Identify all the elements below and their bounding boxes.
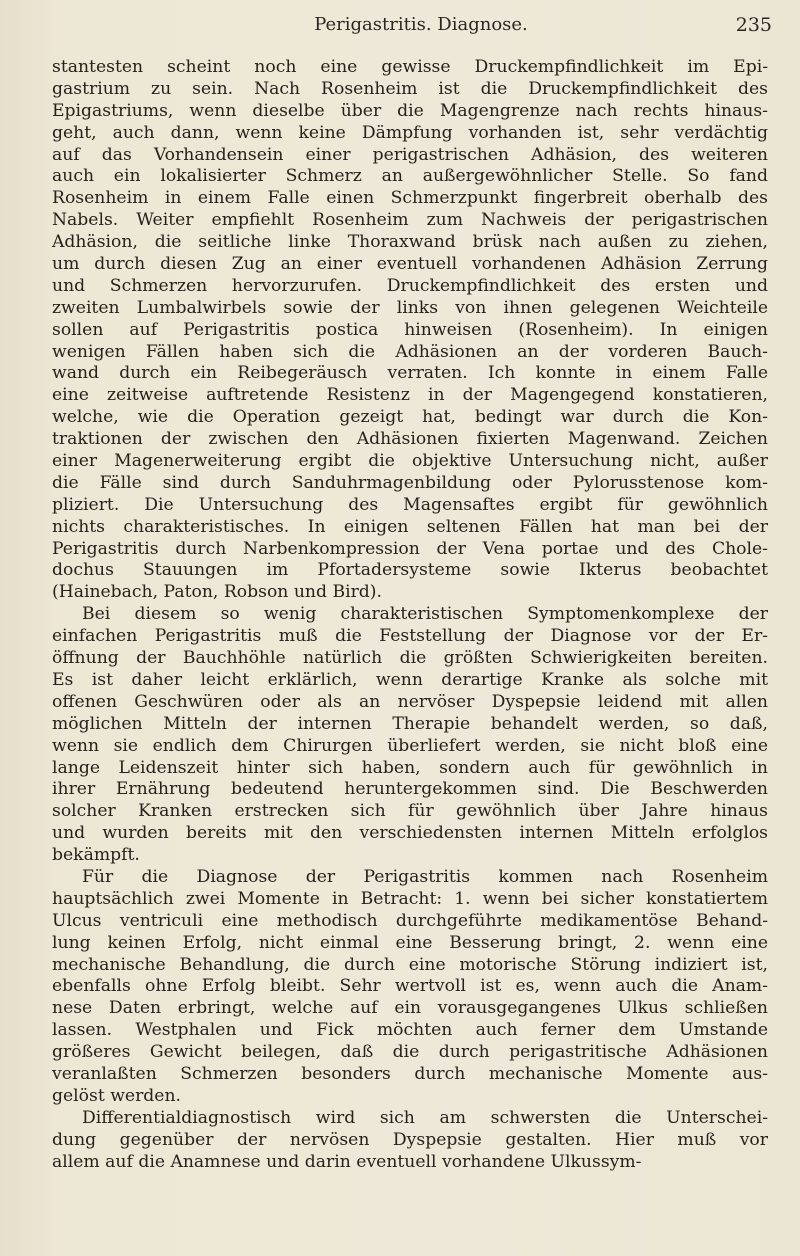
text-line: Ulcus ventriculi eine methodisch durchgeführte medikamentöse Behand- — [52, 910, 768, 931]
text-line: ebenfalls ohne Erfolg bleibt. Sehr wertvoll ist es, wenn auch die Anam- — [52, 976, 768, 997]
text-line: wenigen Fällen haben sich die Adhäsionen an der vorderen Bauch- — [52, 341, 768, 362]
text-line: welche, wie die Operation gezeigt hat, bedingt war durch die Kon- — [52, 407, 768, 428]
text-line: nese Daten erbringt, welche auf ein vorausgegangenes Ulkus schließen — [52, 998, 768, 1019]
text-line: allem auf die Anamnese und darin eventuell vorhandene Ulkussym- — [52, 1151, 642, 1172]
text-line: eine zeitweise auftretende Resistenz in der Magengegend konstatieren, — [52, 385, 768, 406]
paragraph — [52, 1108, 768, 1174]
running-title: Perigastritis. Diagnose. — [314, 14, 528, 35]
text-line: Perigastritis durch Narbenkompression der Vena portae und des Chole- — [52, 538, 768, 559]
text-line: dochus Stauungen im Pfortadersysteme sowie Ikterus beobachtet — [52, 560, 768, 581]
text-line: Epigastriums, wenn dieselbe über die Magengrenze nach rechts hinaus- — [52, 100, 768, 121]
text-line: die Fälle sind durch Sanduhrmagenbildung oder Pylorusstenose kom- — [52, 472, 768, 493]
text-line: zweiten Lumbalwirbels sowie der links von ihnen gelegenen Weichteile — [52, 297, 768, 318]
text-line: solcher Kranken erstrecken sich für gewöhnlich über Jahre hinaus — [52, 801, 768, 822]
text-line: Differentialdiagnostisch wird sich am schwersten die Unterschei- — [82, 1107, 768, 1128]
text-line: sollen auf Perigastritis postica hinweisen (Rosenheim). In einigen — [52, 319, 768, 340]
text-line: lung keinen Erfolg, nicht einmal eine Besserung bringt, 2. wenn eine — [52, 932, 768, 953]
text-line: wand durch ein Reibegeräusch verraten. Ich konnte in einem Falle — [52, 363, 768, 384]
text-line: einfachen Perigastritis muß die Feststellung der Diagnose vor der Er- — [52, 626, 768, 647]
text-line: Rosenheim in einem Falle einen Schmerzpunkt fingerbreit oberhalb des — [52, 188, 768, 209]
text-line: mechanische Behandlung, die durch eine motorische Störung indiziert ist, — [52, 954, 768, 975]
paragraph — [52, 867, 768, 1108]
text-line: veranlaßten Schmerzen besonders durch mechanische Momente aus- — [52, 1063, 768, 1084]
text-line: öffnung der Bauchhöhle natürlich die größten Schwierigkeiten bereiten. — [52, 648, 768, 669]
text-line: Für die Diagnose der Perigastritis kommen nach Rosenheim — [82, 866, 768, 887]
text-line: Nabels. Weiter empfiehlt Rosenheim zum Nachweis der perigastrischen — [52, 210, 768, 231]
text-line: größeres Gewicht beilegen, daß die durch perigastritische Adhäsionen — [52, 1042, 768, 1063]
text-line: Bei diesem so wenig charakteristischen Symptomenkomplexe der — [82, 604, 768, 625]
text-line: bekämpft. — [52, 845, 140, 866]
text-line: pliziert. Die Untersuchung des Magensaftes ergibt für gewöhnlich — [52, 494, 768, 515]
text-line: gastrium zu sein. Nach Rosenheim ist die Druckempfindlichkeit des — [52, 78, 768, 99]
text-line: Adhäsion, die seitliche linke Thoraxwand brüsk nach außen zu ziehen, — [52, 232, 768, 253]
text-line: gelöst werden. — [52, 1085, 182, 1106]
text-line: nichts charakteristisches. In einigen seltenen Fällen hat man bei der — [52, 516, 768, 537]
text-line: einer Magenerweiterung ergibt die objektive Untersuchung nicht, außer — [52, 451, 768, 472]
page-header — [70, 14, 772, 44]
text-line: lange Leidenszeit hinter sich haben, sondern auch für gewöhnlich in — [52, 757, 768, 778]
text-line: traktionen der zwischen den Adhäsionen fixierten Magenwand. Zeichen — [52, 429, 768, 450]
text-line: dung gegenüber der nervösen Dyspepsie gestalten. Hier muß vor — [52, 1129, 768, 1150]
text-line: offenen Geschwüren oder als an nervöser Dyspepsie leidend mit allen — [52, 691, 768, 712]
text-line: möglichen Mitteln der internen Therapie behandelt werden, so daß, — [52, 713, 768, 734]
text-line: und Schmerzen hervorzurufen. Druckempfindlichkeit des ersten und — [52, 275, 768, 296]
text-line: (Hainebach, Paton, Robson und Bird). — [52, 582, 382, 603]
paragraph — [52, 57, 768, 604]
text-line: wenn sie endlich dem Chirurgen überliefert werden, sie nicht bloß eine — [52, 735, 768, 756]
text-line: hauptsächlich zwei Momente in Betracht: 1. wenn bei sicher konstatiertem — [52, 888, 768, 909]
text-line: Es ist daher leicht erklärlich, wenn derartige Kranke als solche mit — [52, 669, 768, 690]
body-text — [52, 57, 768, 1173]
paragraph — [52, 604, 768, 867]
text-line: auch ein lokalisierter Schmerz an außergewöhnlicher Stelle. So fand — [52, 166, 768, 187]
text-line: stantesten scheint noch eine gewisse Druckempfindlichkeit im Epi- — [52, 57, 768, 77]
text-line: lassen. Westphalen und Fick möchten auch ferner dem Umstande — [52, 1020, 768, 1041]
text-line: ihrer Ernährung bedeutend heruntergekommen sind. Die Beschwerden — [52, 779, 768, 800]
text-line: und wurden bereits mit den verschiedensten internen Mitteln erfolglos — [52, 823, 768, 844]
text-line: um durch diesen Zug an einer eventuell vorhandenen Adhäsion Zerrung — [52, 254, 768, 275]
text-line: auf das Vorhandensein einer perigastrischen Adhäsion, des weiteren — [52, 144, 768, 165]
page-number: 235 — [735, 14, 772, 36]
text-line: geht, auch dann, wenn keine Dämpfung vorhanden ist, sehr verdächtig — [52, 122, 768, 143]
